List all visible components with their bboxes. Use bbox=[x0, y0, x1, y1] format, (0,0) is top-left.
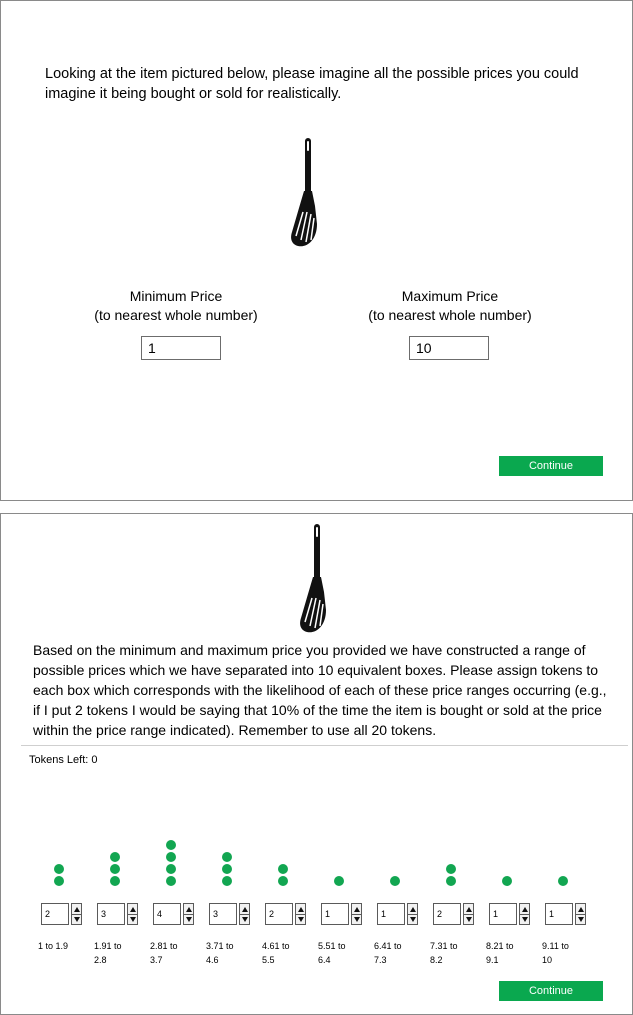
continue-button[interactable]: Continue bbox=[499, 981, 603, 1001]
minimum-price-title: Minimum Price bbox=[129, 288, 223, 304]
token-count-input[interactable]: 1 bbox=[489, 903, 517, 925]
token-dot bbox=[390, 876, 400, 886]
token-dot bbox=[222, 852, 232, 862]
price-range-label bbox=[542, 939, 598, 967]
minimum-price-label bbox=[66, 287, 286, 325]
token-count-input[interactable]: 4 bbox=[153, 903, 181, 925]
minimum-price-input[interactable]: 1 bbox=[141, 336, 221, 360]
price-range-line: 7.3 bbox=[374, 955, 387, 965]
token-dot bbox=[166, 876, 176, 886]
price-range-line: 8.21 to bbox=[486, 941, 514, 951]
token-dot bbox=[222, 864, 232, 874]
price-range-line: 5.51 to bbox=[318, 941, 346, 951]
token-count-input[interactable]: 1 bbox=[321, 903, 349, 925]
price-range-label bbox=[430, 939, 486, 967]
token-count-input[interactable]: 3 bbox=[209, 903, 237, 925]
token-spinner[interactable] bbox=[239, 903, 250, 925]
token-dot bbox=[278, 864, 288, 874]
price-range-label bbox=[486, 939, 542, 967]
price-range-line: 4.6 bbox=[206, 955, 219, 965]
token-dot bbox=[54, 876, 64, 886]
decrement-arrow-icon[interactable] bbox=[296, 914, 305, 924]
token-count-input[interactable]: 1 bbox=[377, 903, 405, 925]
token-allocation-screen bbox=[0, 513, 633, 1015]
price-range-line: 3.71 to bbox=[206, 941, 234, 951]
token-count-input[interactable]: 2 bbox=[265, 903, 293, 925]
price-range-screen bbox=[0, 0, 633, 501]
instructions-text: Based on the minimum and maximum price you provided we have constructed a range of possible prices which we have separated into 10 equivalent boxes. Please assign tokens to each box which corresponds with the likelihood of each of these price ranges occurring (e.g., if I put 2 tokens I would be saying that 10% of the time the item is bought or sold at the price within the price range indicated). Remember to use all 20 tokens. bbox=[33, 642, 607, 738]
price-range-line: 5.5 bbox=[262, 955, 275, 965]
price-range-line: 1.91 to bbox=[94, 941, 122, 951]
maximum-price-title: Maximum Price bbox=[401, 288, 499, 304]
token-dot bbox=[502, 876, 512, 886]
price-range-line: 6.41 to bbox=[374, 941, 402, 951]
price-range-line: 7.31 to bbox=[430, 941, 458, 951]
token-dot bbox=[446, 876, 456, 886]
decrement-arrow-icon[interactable] bbox=[240, 914, 249, 924]
token-dot bbox=[110, 864, 120, 874]
token-dot bbox=[54, 864, 64, 874]
minimum-price-hint: (to nearest whole number) bbox=[94, 307, 258, 323]
price-range-line: 9.1 bbox=[486, 955, 499, 965]
token-dot bbox=[110, 876, 120, 886]
decrement-arrow-icon[interactable] bbox=[464, 914, 473, 924]
token-dot bbox=[558, 876, 568, 886]
token-dot bbox=[166, 840, 176, 850]
token-spinner[interactable] bbox=[351, 903, 362, 925]
token-dot bbox=[222, 876, 232, 886]
token-count-input[interactable]: 3 bbox=[97, 903, 125, 925]
token-spinner[interactable] bbox=[183, 903, 194, 925]
maximum-price-hint: (to nearest whole number) bbox=[368, 307, 532, 323]
token-spinner[interactable] bbox=[127, 903, 138, 925]
price-range-line: 8.2 bbox=[430, 955, 443, 965]
price-range-line: 10 bbox=[542, 955, 553, 965]
token-dot bbox=[110, 852, 120, 862]
price-range-line: 6.4 bbox=[318, 955, 331, 965]
token-dot bbox=[166, 852, 176, 862]
maximum-price-label bbox=[340, 287, 560, 325]
divider bbox=[21, 745, 628, 746]
tokens-left-counter: Tokens Left: 0 bbox=[29, 754, 98, 766]
decrement-arrow-icon[interactable] bbox=[576, 914, 585, 924]
price-range-line: 1 to 1.9 bbox=[38, 941, 69, 951]
maximum-price-input[interactable]: 10 bbox=[409, 336, 489, 360]
decrement-arrow-icon[interactable] bbox=[352, 914, 361, 924]
price-range-line: 2.81 to bbox=[150, 941, 178, 951]
token-spinner[interactable] bbox=[295, 903, 306, 925]
token-dot bbox=[334, 876, 344, 886]
decrement-arrow-icon[interactable] bbox=[72, 914, 81, 924]
price-range-line: 4.61 to bbox=[262, 941, 290, 951]
spatula-icon bbox=[289, 136, 325, 248]
token-dot bbox=[166, 864, 176, 874]
token-count-input[interactable]: 2 bbox=[41, 903, 69, 925]
token-spinner[interactable] bbox=[519, 903, 530, 925]
decrement-arrow-icon[interactable] bbox=[408, 914, 417, 924]
token-spinner[interactable] bbox=[407, 903, 418, 925]
price-range-label bbox=[374, 939, 430, 967]
token-spinner[interactable] bbox=[463, 903, 474, 925]
decrement-arrow-icon[interactable] bbox=[128, 914, 137, 924]
price-range-line: 3.7 bbox=[150, 955, 163, 965]
price-range-label bbox=[262, 939, 318, 967]
token-spinner[interactable] bbox=[71, 903, 82, 925]
spatula-icon bbox=[298, 522, 334, 634]
token-count-input[interactable]: 1 bbox=[545, 903, 573, 925]
token-count-input[interactable]: 2 bbox=[433, 903, 461, 925]
price-range-label bbox=[94, 939, 150, 967]
price-range-line: 9.11 to bbox=[542, 941, 569, 951]
price-range-line: 2.8 bbox=[94, 955, 107, 965]
token-dot bbox=[278, 876, 288, 886]
decrement-arrow-icon[interactable] bbox=[184, 914, 193, 924]
price-range-label bbox=[150, 939, 206, 967]
token-spinner[interactable] bbox=[575, 903, 586, 925]
price-range-label bbox=[318, 939, 374, 967]
continue-button[interactable]: Continue bbox=[499, 456, 603, 476]
decrement-arrow-icon[interactable] bbox=[520, 914, 529, 924]
token-dot bbox=[446, 864, 456, 874]
price-range-label bbox=[206, 939, 262, 967]
price-range-label bbox=[38, 939, 94, 953]
intro-text: Looking at the item pictured below, please imagine all the possible prices you could imagine it being bought or sold for realistically. bbox=[45, 66, 579, 102]
